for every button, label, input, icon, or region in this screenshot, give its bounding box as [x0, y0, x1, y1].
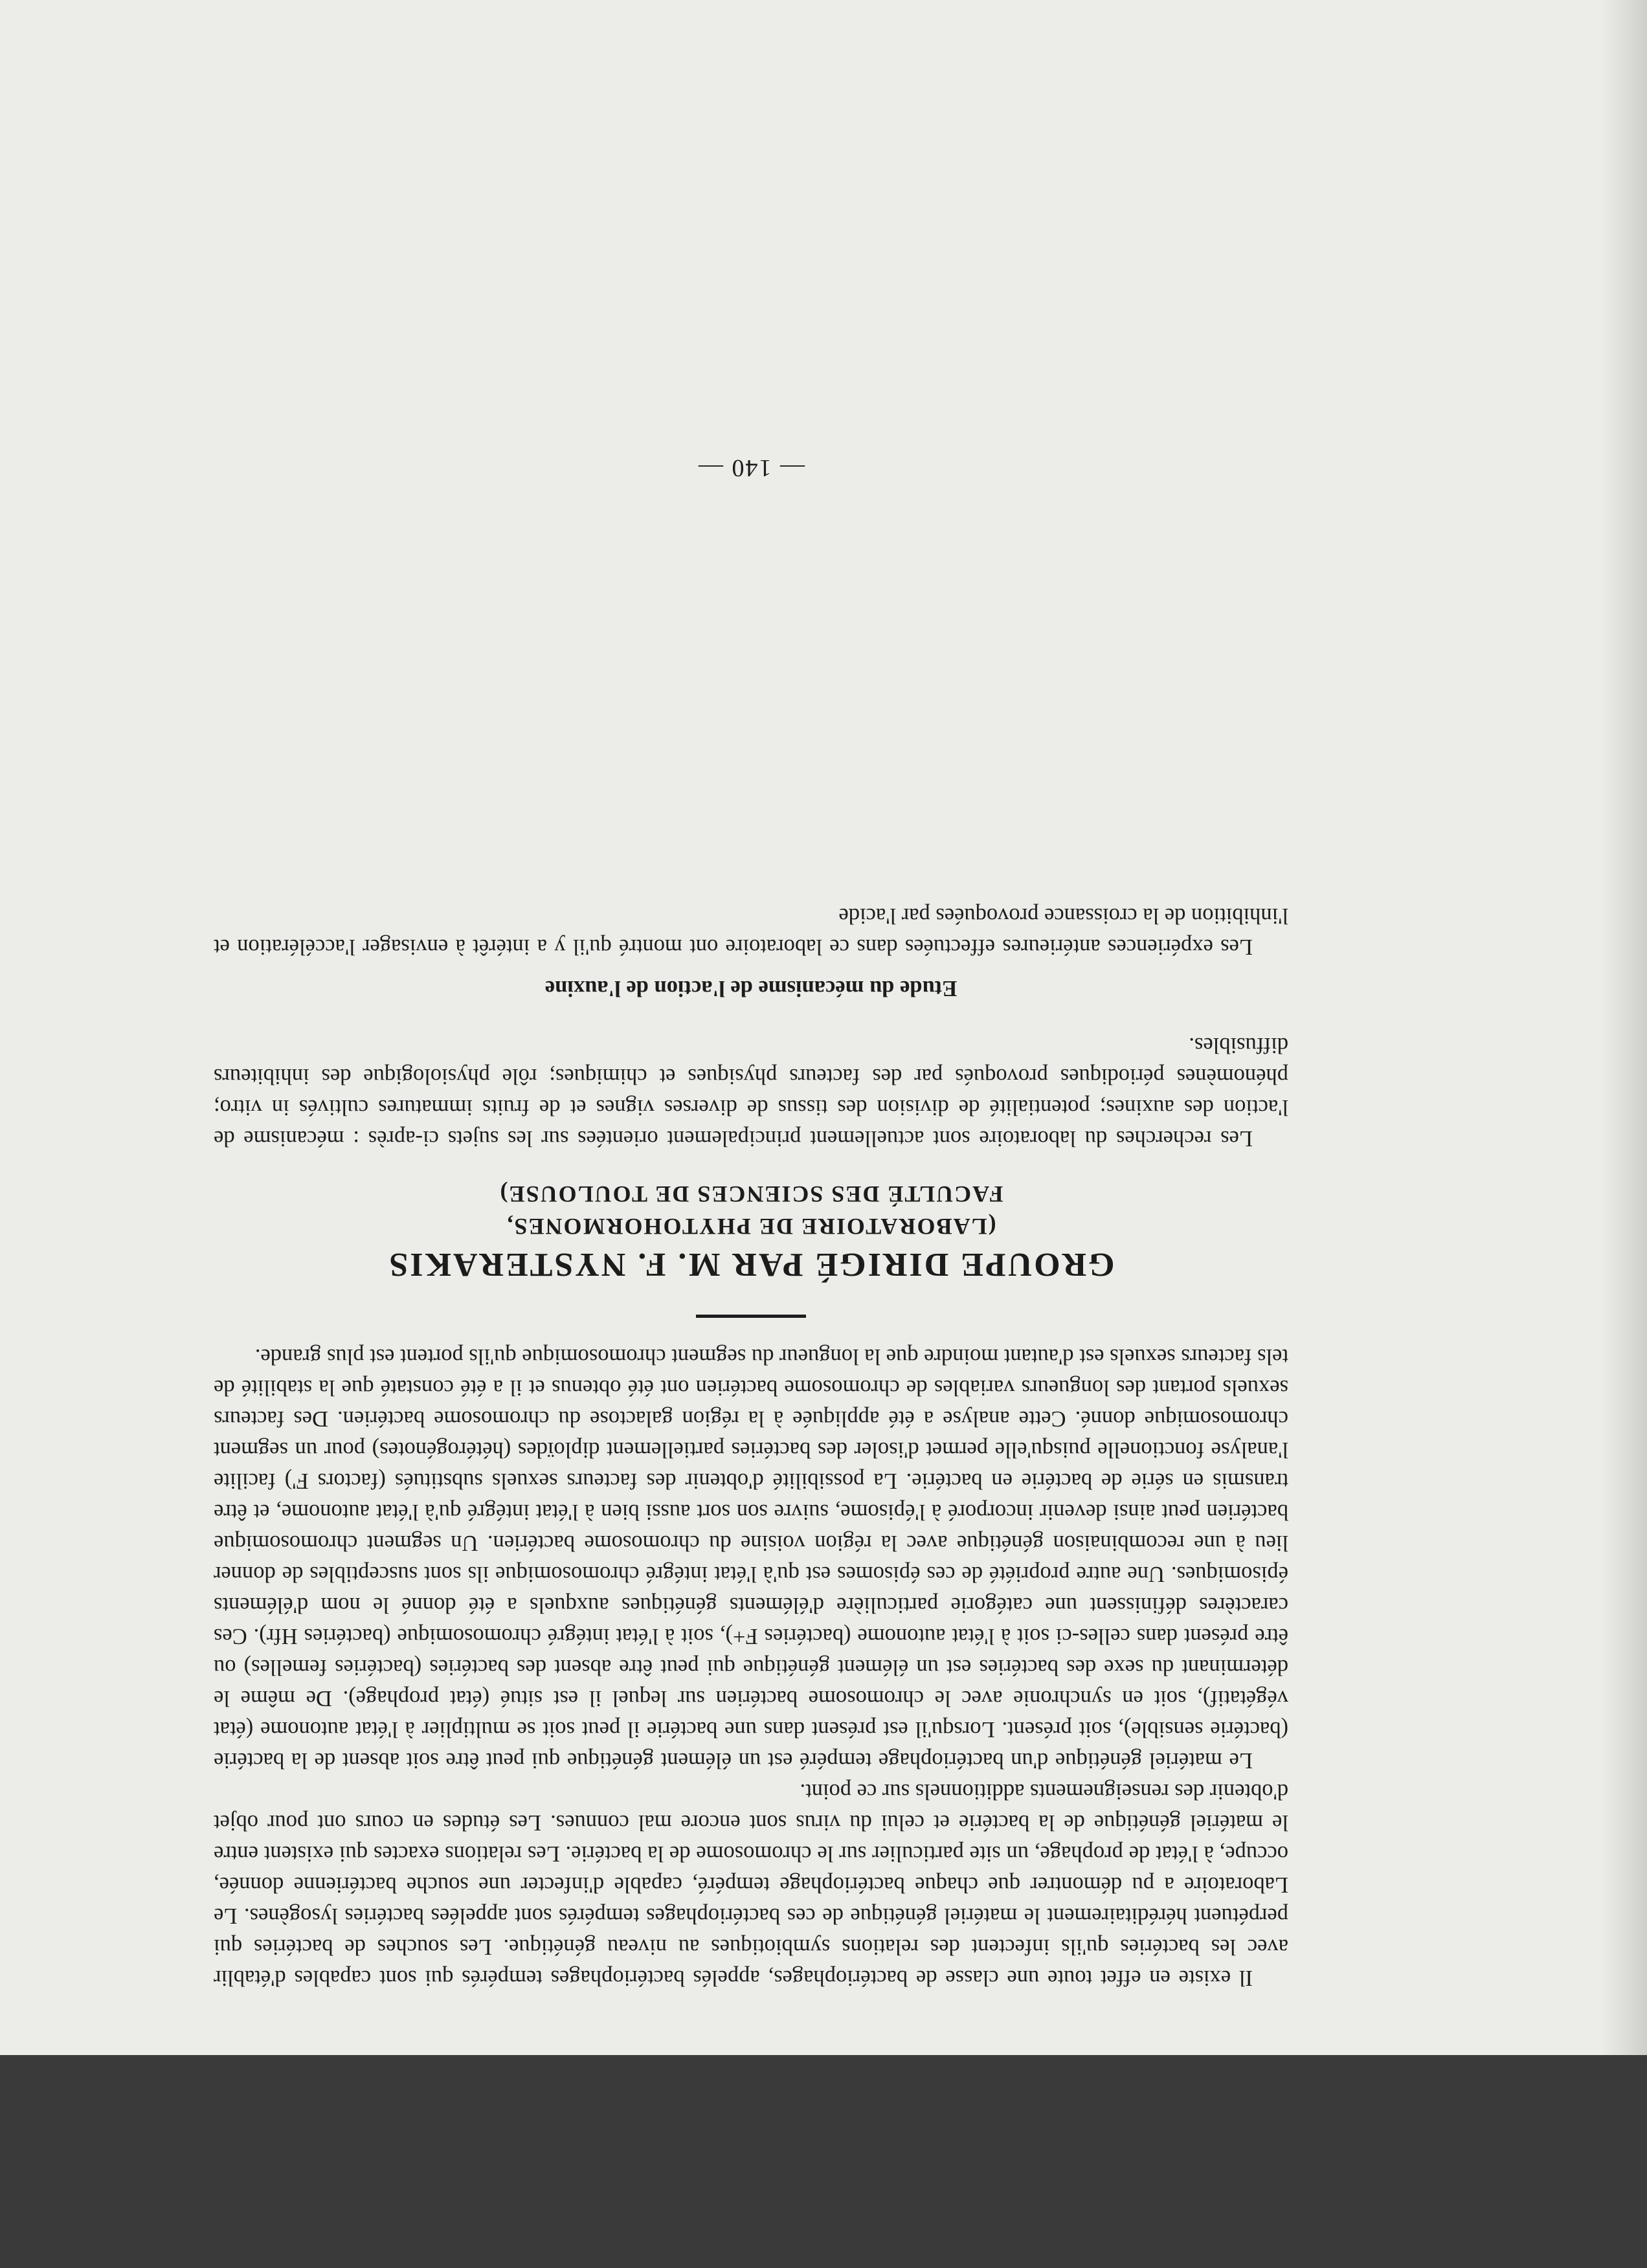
page-number: — 140 — — [697, 454, 805, 482]
group-heading: GROUPE DIRIGÉ PAR M. F. NYSTERAKIS — [387, 1246, 1115, 1283]
section-divider-rule — [696, 1315, 806, 1318]
group-subheading-line2: FACULTÉ DES SCIENCES DE TOULOUSE) — [499, 1181, 1003, 1207]
scanner-background — [0, 2055, 1647, 2268]
paragraph-experiments: Les expériences antérieures effectuées dans ce laboratoire ont montré qu'il y a intérêt à envisager l'accélération et l'inhibition de la croissance provoquées par l'acide — [214, 904, 1288, 959]
section-title: Etude du mécanisme de l'action de l'auxine — [544, 976, 958, 1001]
group-subheading-line1: (LABORATOIRE DE PHYTOHORMONES, — [506, 1214, 996, 1240]
spacer — [214, 1154, 1288, 1180]
paragraph-episomes: Le matériel génétique d'un bactériophage tempéré est un élément génétique qui peut être soit absent de la bactérie (bactérie sensible), soit présent. Lorsqu'il est présent dans une bactérie il peut soit se multiplier à l'état autonome (état végétatif), soit en synchronie avec le chromosome bactérien sur lequel il est situé (état prophage). De même le déterminant du sexe des bactéries est un élément génétique qui peut être absent des bactéries (bactéries femelles) ou être présent dans celles-ci soit à l'état autonome (bactéries F+), soit à l'état intégré chromosomique (bactéries Hfr). Ces caractères définissent une catégorie particulière d'éléments génétiques auxquels a été donné le nom d'éléments épisomiques. Une autre propriété de ces épisomes est qu'à l'état intégré chromosomique ils sont susceptibles de donner lieu à une recombinaison génétique avec la région voisine du chromosome bactérien. Un segment chromosomique bactérien peut ainsi devenir incorporé à l'épisome, suivre son sort aussi bien à l'état intégré qu'à l'état autonome, et être transmis en série de bactérie en bactérie. La possibilité d'obtenir des facteurs sexuels substitués (factors F') facilite l'analyse fonctionelle puisqu'elle permet d'isoler des bactéries partiellement diploïdes (hétérogénotes) pour un segment chromosomique donné. Cette analyse a été appliquée à la région galactose du chromosome bactérien. Des facteurs sexuels portant des longueurs variables de chromosome bactérien ont été obtenus et il a été constaté que la stabilité de tels facteurs sexuels est d'autant moindre que la longueur du segment chromosomique qu'ils portent est plus grande. — [214, 1344, 1288, 1773]
paragraph-research-topics: Les recherches du laboratoire sont actuellement principalement orientées sur les sujets ci-après : mécanisme de l'action des auxines; potentialité de division des tissus de diverses vignes et de fruits immatures cultivés in vitro; phénomènes périodiques provoqués par des facteurs physiques et chimiques; rôle physiologique des inhibiteurs diffusibles. — [214, 1033, 1288, 1151]
upside-down-page-content — [214, 246, 1288, 1994]
page-edge-shadow — [1602, 0, 1647, 2055]
paragraph-bacteriophages: Il existe en effet toute une classe de bactériophages, appelés bactériophages tempérés qui sont capables d'établir avec les bactéries qu'ils infectent des relations symbiotiques au niveau génétique. Les souches de bactéries qui perpétuent héréditairement le matériel génétique de ces bactériophages tempérés sont appelées bactéries lysogènes. Le Laboratoire a pu démontrer que chaque bactériophage tempéré, capable d'infecter une souche bactérienne donnée, occupe, à l'état de prophage, un site particulier sur le chromosome de la bactérie. Les relations exactes qui existent entre le matériel génétique de la bactérie et celui du virus sont encore mal connues. Les études en cours ont pour objet d'obtenir des renseignements additionnels sur ce point. — [214, 1779, 1288, 1990]
text-block — [214, 900, 1288, 1994]
